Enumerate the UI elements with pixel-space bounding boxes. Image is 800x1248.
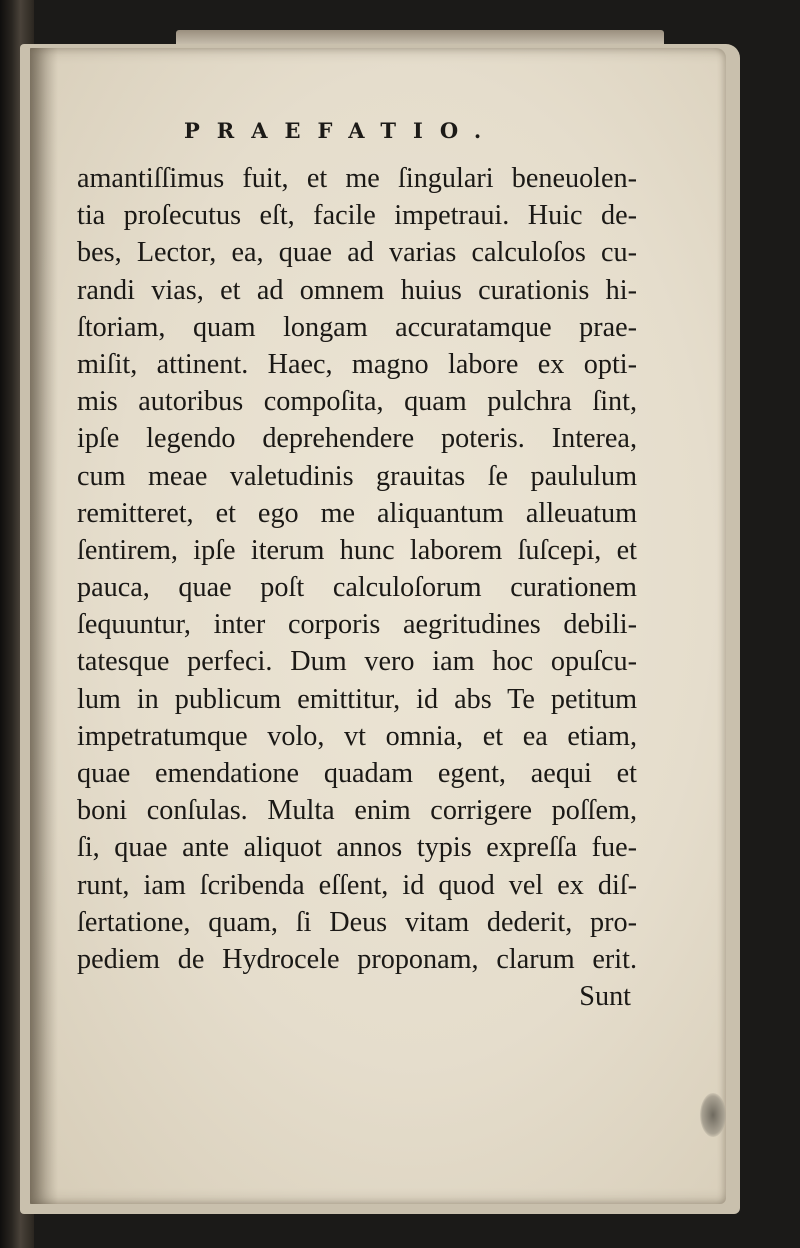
text-line: runt, iam ſcribenda eſſent, id quod vel ex diſ- xyxy=(77,869,637,901)
paper-stain xyxy=(700,1093,726,1137)
text-line: remitteret, et ego me aliquantum alleuatum xyxy=(77,497,637,529)
text-line: ſequuntur, inter corporis aegritudines debili- xyxy=(77,609,637,641)
text-line: miſit, attinent. Haec, magno labore ex opti- xyxy=(77,348,637,380)
text-line: mis autoribus compoſita, quam pulchra ſint, xyxy=(77,386,637,418)
text-line: bes, Lector, ea, quae ad varias calculoſos cu- xyxy=(77,237,637,269)
running-head: PRAEFATIO. xyxy=(184,118,499,143)
text-line: impetratumque volo, vt omnia, et ea etiam, xyxy=(77,720,637,752)
text-line: lum in publicum emittitur, id abs Te petitum xyxy=(77,683,637,715)
text-line: ſtoriam, quam longam accuratamque prae- xyxy=(77,311,637,343)
body-text xyxy=(77,160,637,1015)
text-line: amantiſſimus fuit, et me ſingulari beneuolen- xyxy=(77,163,637,194)
text-line: boni conſulas. Multa enim corrigere poſſem, xyxy=(77,795,637,827)
text-line: pauca, quae poſt calculoſorum curationem xyxy=(77,572,637,604)
text-line: ipſe legendo deprehendere poteris. Interea, xyxy=(77,423,637,455)
text-line: randi vias, et ad omnem huius curationis hi- xyxy=(77,274,637,306)
text-line: tatesque perfeci. Dum vero iam hoc opuſcu- xyxy=(77,646,637,678)
text-line: tia proſecutus eſt, facile impetraui. Huic de- xyxy=(77,200,637,232)
text-line: quae emendatione quadam egent, aequi et xyxy=(77,758,637,789)
catchword: Sunt xyxy=(579,981,631,1013)
book-page xyxy=(30,48,726,1204)
text-line: ſi, quae ante aliquot annos typis expreſſa fue- xyxy=(77,832,637,864)
text-line: ſertatione, quam, ſi Deus vitam dederit, pro- xyxy=(77,906,637,938)
text-line: ſentirem, ipſe iterum hunc laborem ſuſcepi, et xyxy=(77,534,637,566)
text-line: pediem de Hydrocele proponam, clarum erit. xyxy=(77,943,637,975)
text-line: cum meae valetudinis grauitas ſe paululum xyxy=(77,460,637,492)
page-gutter-shadow xyxy=(30,48,58,1204)
